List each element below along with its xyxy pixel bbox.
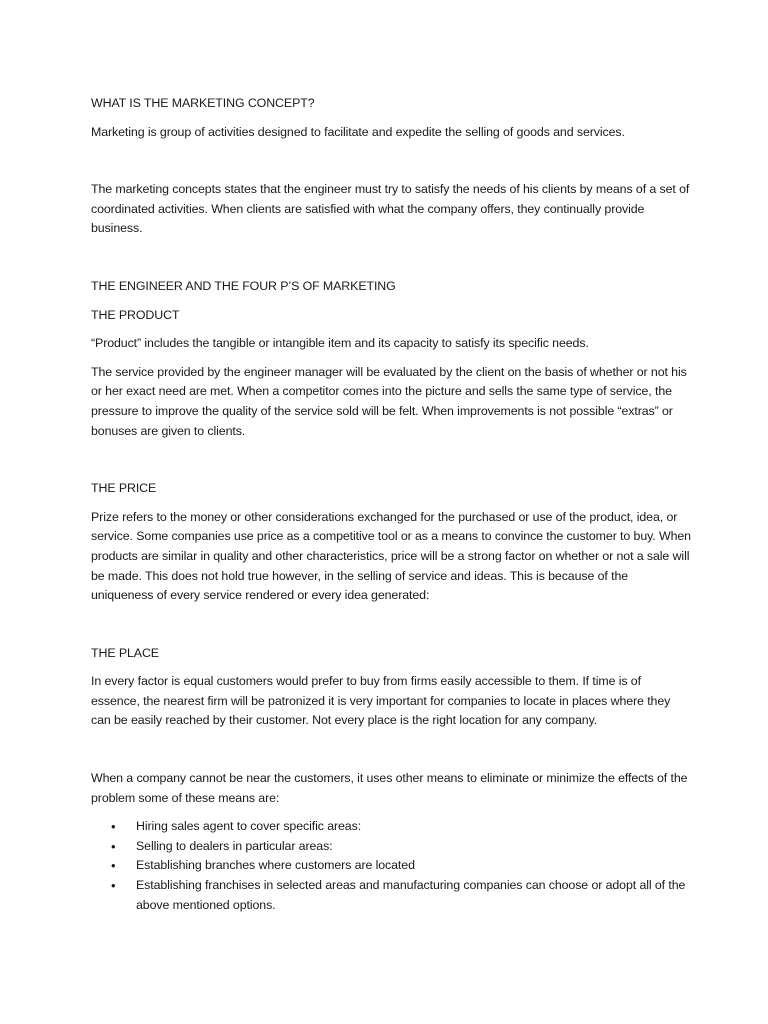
heading-place: THE PLACE	[91, 645, 159, 660]
list-item	[91, 837, 691, 857]
list-item-text: Selling to dealers in particular areas:	[136, 838, 333, 853]
paragraph-marketing-definition: Marketing is group of activities designed to facilitate and expedite the selling of goods and services.	[91, 124, 625, 139]
bullet-icon: •	[111, 858, 116, 874]
paragraph-place: In every factor is equal customers would prefer to buy from firms easily accessible to them. If time is of essence, the nearest firm will be patronized it is very important for companies to locate in places where they can be easily reached by their customer. Not every place is the right location for any company.	[91, 674, 671, 728]
heading-four-ps: THE ENGINEER AND THE FOUR P’S OF MARKETING	[91, 278, 396, 293]
paragraph-price: Prize refers to the money or other considerations exchanged for the purchased or use of the product, idea, or service. Some companies use price as a competitive tool or as a means to convince the customer to buy. When products are similar in quality and other characteristics, price will be a strong factor on whether or not a sale will be made. This does not hold true however, in the selling of service and ideas. This is because of the uniqueness of every service rendered or every idea generated:	[91, 509, 691, 603]
list-item	[91, 856, 691, 876]
bullet-icon: •	[111, 838, 116, 854]
heading-marketing-concept: WHAT IS THE MARKETING CONCEPT?	[91, 96, 315, 110]
paragraph-place-means: When a company cannot be near the customers, it uses other means to eliminate or minimize the effects of the problem some of these means are:	[91, 771, 688, 805]
paragraph-product-service: The service provided by the engineer manager will be evaluated by the client on the basis of whether or not his or her exact need are met. When a competitor comes into the picture and sells the same type of service, the pressure to improve the quality of the service sold will be felt. When improvements is not possible “extras” or bonuses are given to clients.	[91, 364, 687, 438]
document-body	[91, 94, 691, 915]
means-list	[91, 817, 691, 915]
heading-price: THE PRICE	[91, 481, 157, 496]
list-item-text: Hiring sales agent to cover specific areas:	[136, 819, 362, 834]
paragraph-marketing-concept: The marketing concepts states that the engineer must try to satisfy the needs of his clients by means of a set of coordinated activities. When clients are satisfied with what the company offers, they continually provide business.	[91, 182, 690, 236]
list-item	[91, 817, 691, 837]
bullet-icon: •	[111, 819, 116, 835]
heading-product: THE PRODUCT	[91, 307, 180, 322]
list-item-text: Establishing franchises in selected areas and manufacturing companies can choose or adopt all of the above mentioned options.	[136, 878, 686, 912]
bullet-icon: •	[111, 878, 116, 894]
list-item	[91, 876, 691, 915]
list-item-text: Establishing branches where customers are located	[136, 858, 415, 873]
paragraph-product-definition: “Product” includes the tangible or intangible item and its capacity to satisfy its specific needs.	[91, 336, 589, 351]
